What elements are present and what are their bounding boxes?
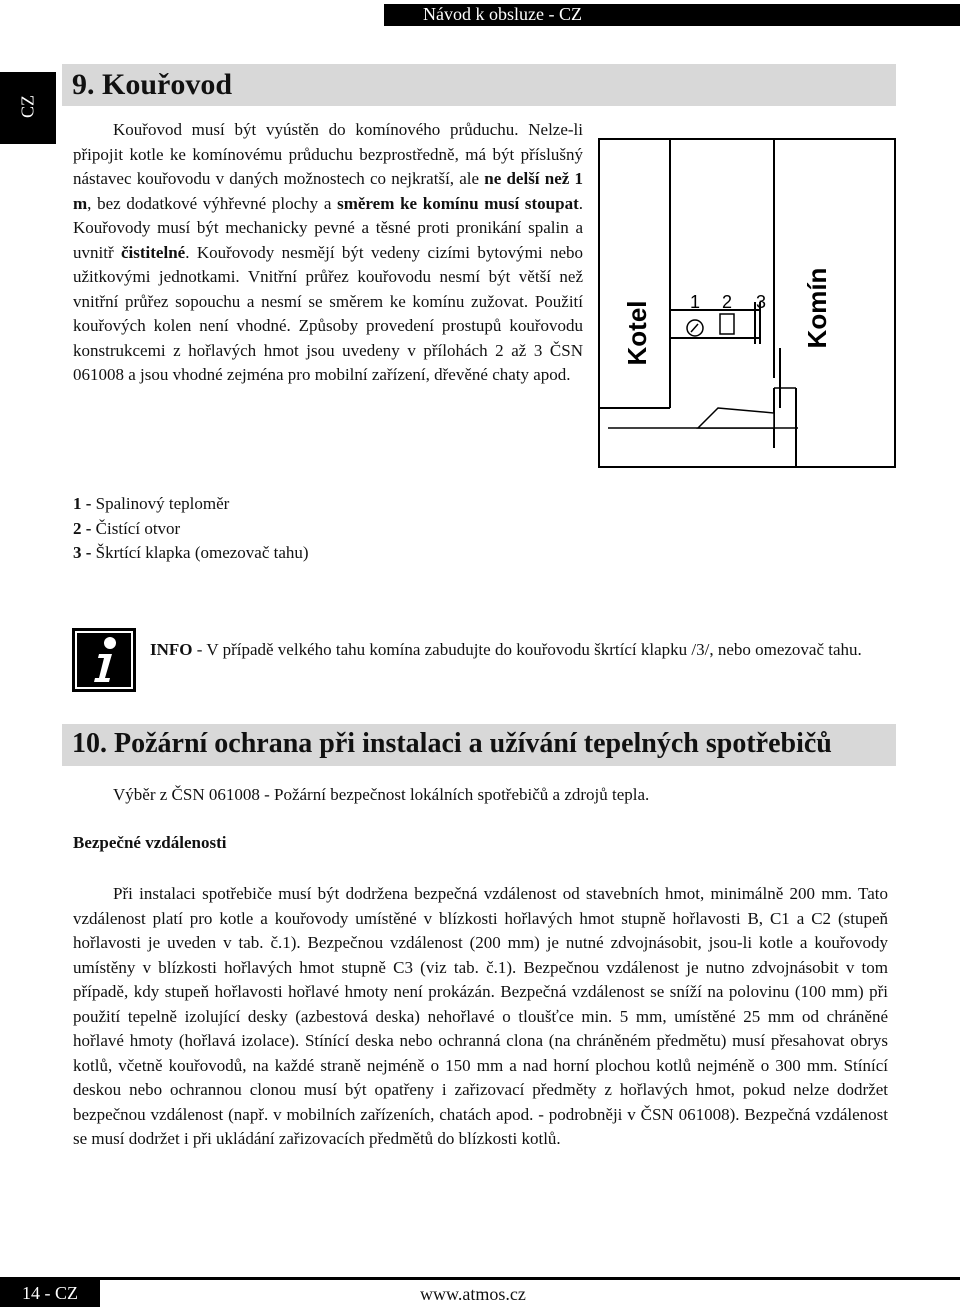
- info-note: [150, 637, 890, 662]
- section-10-heading: [62, 724, 896, 766]
- section-9-heading: [62, 64, 896, 106]
- legend-text: Škrtící klapka (omezovač tahu): [91, 543, 309, 562]
- text-run-bold: směrem ke komínu musí stoupat: [337, 193, 579, 213]
- legend-item: [73, 517, 309, 542]
- legend-text: Spalinový teploměr: [91, 494, 230, 513]
- section-10-intro: Výběr z ČSN 061008 - Požární bezpečnost lokálních spotřebičů a zdrojů tepla.: [113, 785, 650, 804]
- info-label: INFO: [150, 640, 193, 659]
- legend-num: 1 -: [73, 494, 92, 513]
- info-icon: [72, 628, 136, 692]
- legend-list: [73, 492, 309, 566]
- text-run: . Kouřovody musí být mechanicky pevné a těsné proti pronikání spalin a uvnitř: [73, 193, 583, 262]
- section-10-title: 10. Požární ochrana při instalaci a užívání tepelných spotřebičů: [72, 728, 832, 759]
- footer-url[interactable]: www.atmos.cz: [420, 1284, 526, 1304]
- flue-diagram: [598, 138, 896, 468]
- section-9-paragraph: [73, 118, 583, 388]
- footer-rule: [0, 1277, 960, 1280]
- legend-num: 2 -: [73, 518, 92, 538]
- page-number: 14 - CZ: [22, 1283, 78, 1303]
- legend-text: Čistící otvor: [91, 518, 181, 538]
- boiler-label: Kotel: [622, 300, 652, 366]
- header-title: Návod k obsluze - CZ: [423, 4, 582, 24]
- section-10-paragraph: [73, 882, 888, 1152]
- legend-num: 3 -: [73, 543, 92, 562]
- text-run: . Kouřovody nesmějí být vedeny cizími bytovými nebo užitkovými jednotkami. Vnitřní průřez kouřovodu nesmí být větší než vnitřní průřez sopouchu a nesmí se směrem ke komínu zužovat. Použití kouřových kolen není vhodné. Způsoby provedení prostupů kouřovodu konstrukcemi z hořlavých hmot jsou uvedeny v přílohách 2 až 3 ČSN 061008 a jsou vhodné zejména pro mobilní zařízení, dřevěné chaty apod.: [73, 242, 583, 384]
- header-bar: [0, 0, 960, 26]
- marker-3: 3: [755, 292, 767, 312]
- text-run: Kouřovod musí být vyústěn do komínového průduchu. Nelze-li připojit kotle ke komínovému průduchu bezprostředně, má být příslušný nástavec kouřovodu v daných možnostech co nejkratší, ale: [73, 120, 583, 188]
- marker-1: 1: [689, 292, 701, 312]
- cleaning-opening-icon: [720, 314, 734, 334]
- text-run-bold: čistitelné: [121, 242, 186, 262]
- section-9-title: 9. Kouřovod: [72, 68, 233, 101]
- language-tab-label: CZ: [17, 95, 38, 119]
- footer-page-box: [0, 1277, 100, 1307]
- text-run: Při instalaci spotřebiče musí být dodržena bezpečná vzdálenost od stavebních hmot, minimálně 200 mm. Tato vzdálenost platí pro kotle a kouřovody umístěné v blízkosti hořlavých hmot stupně hořlavosti B, C1 a C2 (stupeň hořlavosti je uveden v tab. č.1). Bezpečnou vzdálenost (200 mm) je nutné zdvojnásobit, jsou-li kotle a kouřovody umístěny v blízkosti hořlavých hmot stupně C3 (viz tab. č.1). Bezpečnou vzdálenost je nutno zdvojnásobit v tom případě, kdy stupeň hořlavosti hořlavé hmoty není prokázán. Bezpečná vzdálenost se sníží na polovinu (100 mm) při použití tepelně izolující desky (azbestová deska) nehořlavé o tloušťce min. 5 mm, umístěné 25 mm od chráněné hořlavé hmoty (hořlavá izolace). Stínící deska nebo ochranná clona (na chráněném předmětu) musí přesahovat obrys kotlů, včetně kouřovodů, na každé straně nejméně o 150 mm a nad horní plochou kotlů nejméně o 300 mm. Stínící deskou nebo ochrannou clonou musí být opatřeny i zařizovací předměty z hořlavých hmot, pokud nelze dodržet bezpečnou vzdálenost (např. v mobilních zařízeních, chatách apod. - podrobněji v ČSN 061008). Bezpečná vzdálenost se musí dodržet i při ukládání zařizovacích předmětů do blízkosti kotlů.: [73, 884, 888, 1148]
- chimney-label: Komín: [802, 267, 832, 349]
- legend-item: [73, 541, 309, 566]
- info-body: - V případě velkého tahu komína zabudujte do kouřovodu škrtící klapku /3/, nebo omezovač tahu.: [192, 640, 862, 659]
- safe-distances-heading: Bezpečné vzdálenosti: [73, 833, 227, 852]
- text-run: , bez dodatkové výhřevné plochy a: [87, 193, 338, 213]
- language-tab: [0, 72, 56, 144]
- marker-2: 2: [721, 292, 733, 312]
- legend-item: [73, 492, 309, 517]
- text-run-bold: ne delší než 1 m: [73, 169, 583, 213]
